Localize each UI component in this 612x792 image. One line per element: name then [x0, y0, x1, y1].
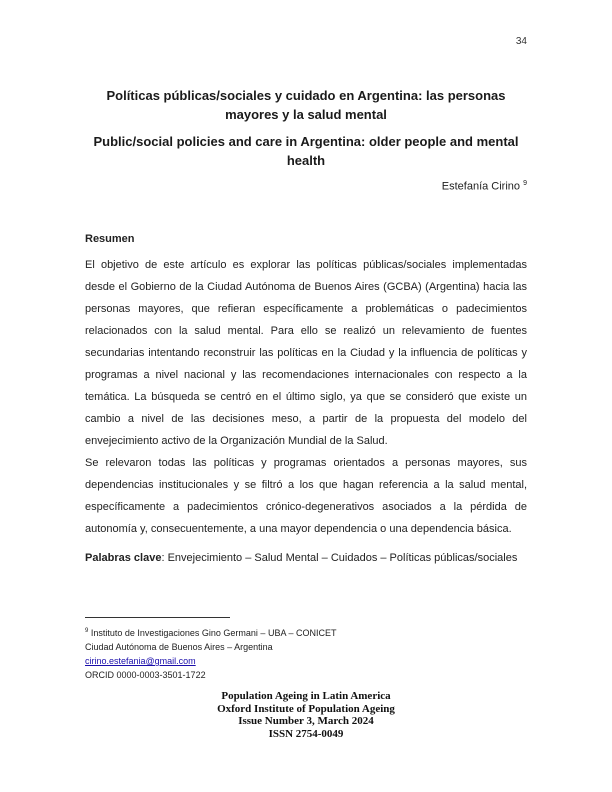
footnote-mark: 9 [85, 628, 89, 634]
footer-issn: ISSN 2754-0049 [268, 727, 344, 740]
author-email-link[interactable]: cirino.estefania@gmail.com [85, 656, 196, 666]
author-footnote-mark: 9 [523, 180, 527, 187]
footer-publisher: Oxford Institute of Population Ageing [217, 702, 395, 715]
author-line [442, 180, 527, 193]
footnote-affiliation: Instituto de Investigaciones Gino Germani – UBA – CONICET [88, 628, 337, 638]
abstract-heading: Resumen [85, 233, 135, 245]
journal-footer [0, 690, 612, 740]
footnote [85, 624, 336, 682]
page-number: 34 [515, 36, 527, 47]
title-english: Public/social policies and care in Argentina: older people and mental health [93, 134, 519, 168]
footer-issue: Issue Number 3, March 2024 [238, 715, 374, 727]
footnote-location: Ciudad Autónoma de Buenos Aires – Argentina [85, 642, 273, 652]
keywords-text: Envejecimiento – Salud Mental – Cuidados – Políticas públicas/sociales [167, 552, 518, 564]
keywords [85, 552, 527, 564]
title-spanish: Políticas públicas/sociales y cuidado en Argentina: las personas mayores y la salud mental [106, 88, 506, 122]
footnote-orcid: ORCID 0000-0003-3501-1722 [85, 670, 206, 680]
abstract-paragraph: Se relevaron todas las políticas y programas orientados a personas mayores, sus dependencias institucionales y se filtró a los que hagan referencia a la salud mental, específicamente a padecimientos crónico-degenerativos asociados a la pérdida de autonomía y, consecuentemente, a una mayor dependencia o una dependencia básica. [85, 457, 527, 535]
abstract-body [85, 254, 527, 540]
keywords-label: Palabras clave [85, 552, 162, 564]
keywords-separator: : [161, 552, 168, 564]
abstract-paragraph: El objetivo de este artículo es explorar las políticas públicas/sociales implementadas desde el Gobierno de la Ciudad Autónoma de Buenos Aires (GCBA) (Argentina) hacia las personas mayores, que refieran específicamente a problemáticas o padecimientos relacionados con la salud mental. Para ello se realizó un relevamiento de fuentes secundarias intentando reconstruir las políticas en la Ciudad y la influencia de políticas y programas a nivel nacional y las recomendaciones internacionales con respecto a la temática. La búsqueda se centró en el último siglo, ya que se consideró que existe un cambio a nivel de las decisiones meso, a partir de la propuesta del modelo del envejecimiento activo de la Organización Mundial de la Salud. [85, 259, 527, 447]
author-name: Estefanía Cirino [441, 180, 521, 193]
footnote-affiliation-line [85, 624, 336, 640]
footer-journal-name: Population Ageing in Latin America [221, 690, 391, 702]
footnote-divider [85, 617, 230, 618]
